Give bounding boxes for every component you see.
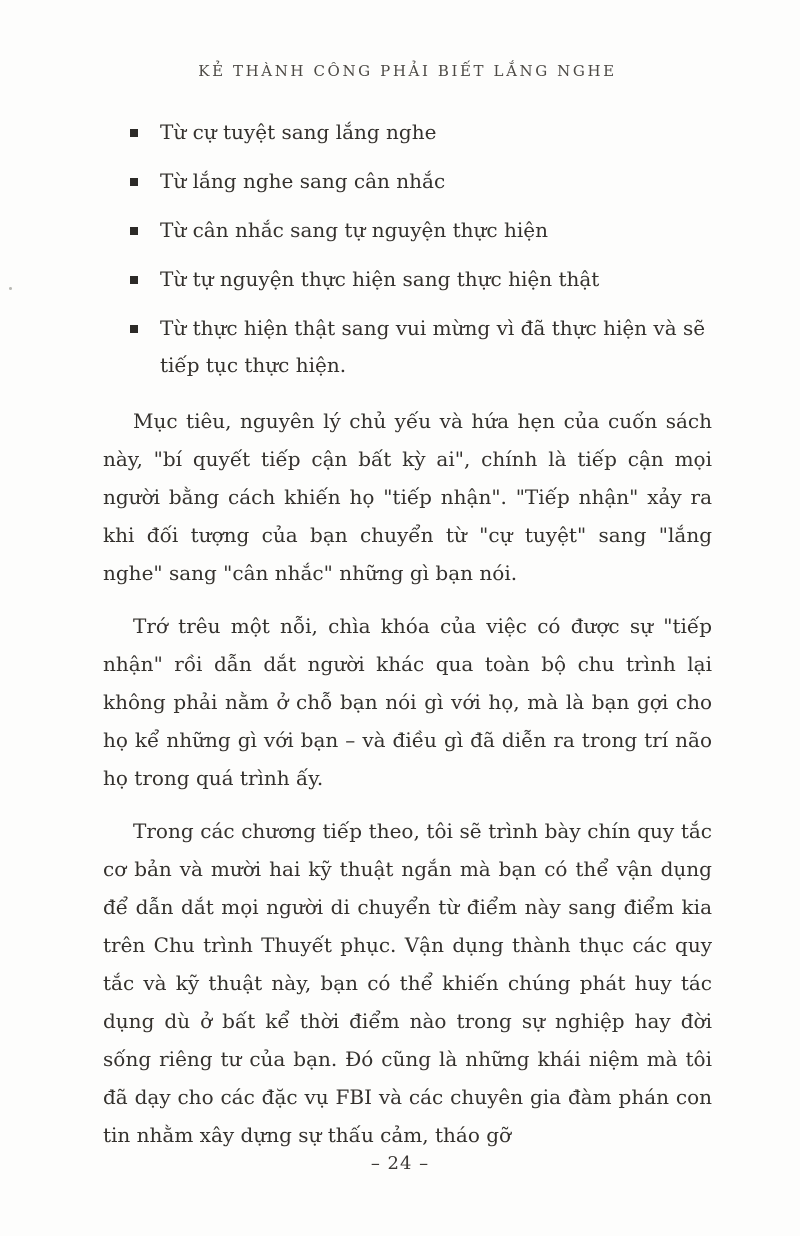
paragraph-2: Trớ trêu một nỗi, chìa khóa của việc có được sự "tiếp nhận" rồi dẫn dắt người khác qua toàn bộ chu trình lại không phải nằm ở chỗ bạn nói gì với họ, mà là bạn gợi cho họ kể những gì với bạn – và điều gì đã diễn ra trong trí não họ trong quá trình ấy. [103,614,712,790]
bullet-text: Từ thực hiện thật sang vui mừng vì đã thực hiện và sẽ tiếp tục thực hiện. [160,316,706,377]
bullet-list [103,114,712,384]
square-bullet-icon [130,325,138,333]
bullet-item [130,212,712,249]
running-header: KẺ THÀNH CÔNG PHẢI BIẾT LẮNG NGHE [198,62,617,80]
bullet-item [130,114,712,151]
bullet-item [130,261,712,298]
bullet-text: Từ lắng nghe sang cân nhắc [160,169,446,193]
square-bullet-icon [130,178,138,186]
square-bullet-icon [130,129,138,137]
paragraph-1: Mục tiêu, nguyên lý chủ yếu và hứa hẹn của cuốn sách này, "bí quyết tiếp cận bất kỳ ai", chính là tiếp cận mọi người bằng cách khiến họ "tiếp nhận". "Tiếp nhận" xảy ra khi đối tượng của bạn chuyển từ "cự tuyệt" sang "lắng nghe" sang "cân nhắc" những gì bạn nói. [103,409,712,585]
bullet-text: Từ cự tuyệt sang lắng nghe [160,120,437,144]
bullet-item [130,163,712,200]
bullet-text: Từ cân nhắc sang tự nguyện thực hiện [160,218,548,242]
square-bullet-icon [130,276,138,284]
square-bullet-icon [130,227,138,235]
scan-speck [9,287,12,290]
bullet-text: Từ tự nguyện thực hiện sang thực hiện thật [160,267,600,291]
bullet-item [130,310,712,384]
paragraph-3: Trong các chương tiếp theo, tôi sẽ trình bày chín quy tắc cơ bản và mười hai kỹ thuật ngắn mà bạn có thể vận dụng để dẫn dắt mọi người di chuyển từ điểm này sang điểm kia trên Chu trình Thuyết phục. Vận dụng thành thục các quy tắc và kỹ thuật này, bạn có thể khiến chúng phát huy tác dụng dù ở bất kể thời điểm nào trong sự nghiệp hay đời sống riêng tư của bạn. Đó cũng là những khái niệm mà tôi đã dạy cho các đặc vụ FBI và các chuyên gia đàm phán con tin nhằm xây dựng sự thấu cảm, tháo gỡ [103,819,712,1147]
page-number: – 24 – [370,1153,430,1174]
